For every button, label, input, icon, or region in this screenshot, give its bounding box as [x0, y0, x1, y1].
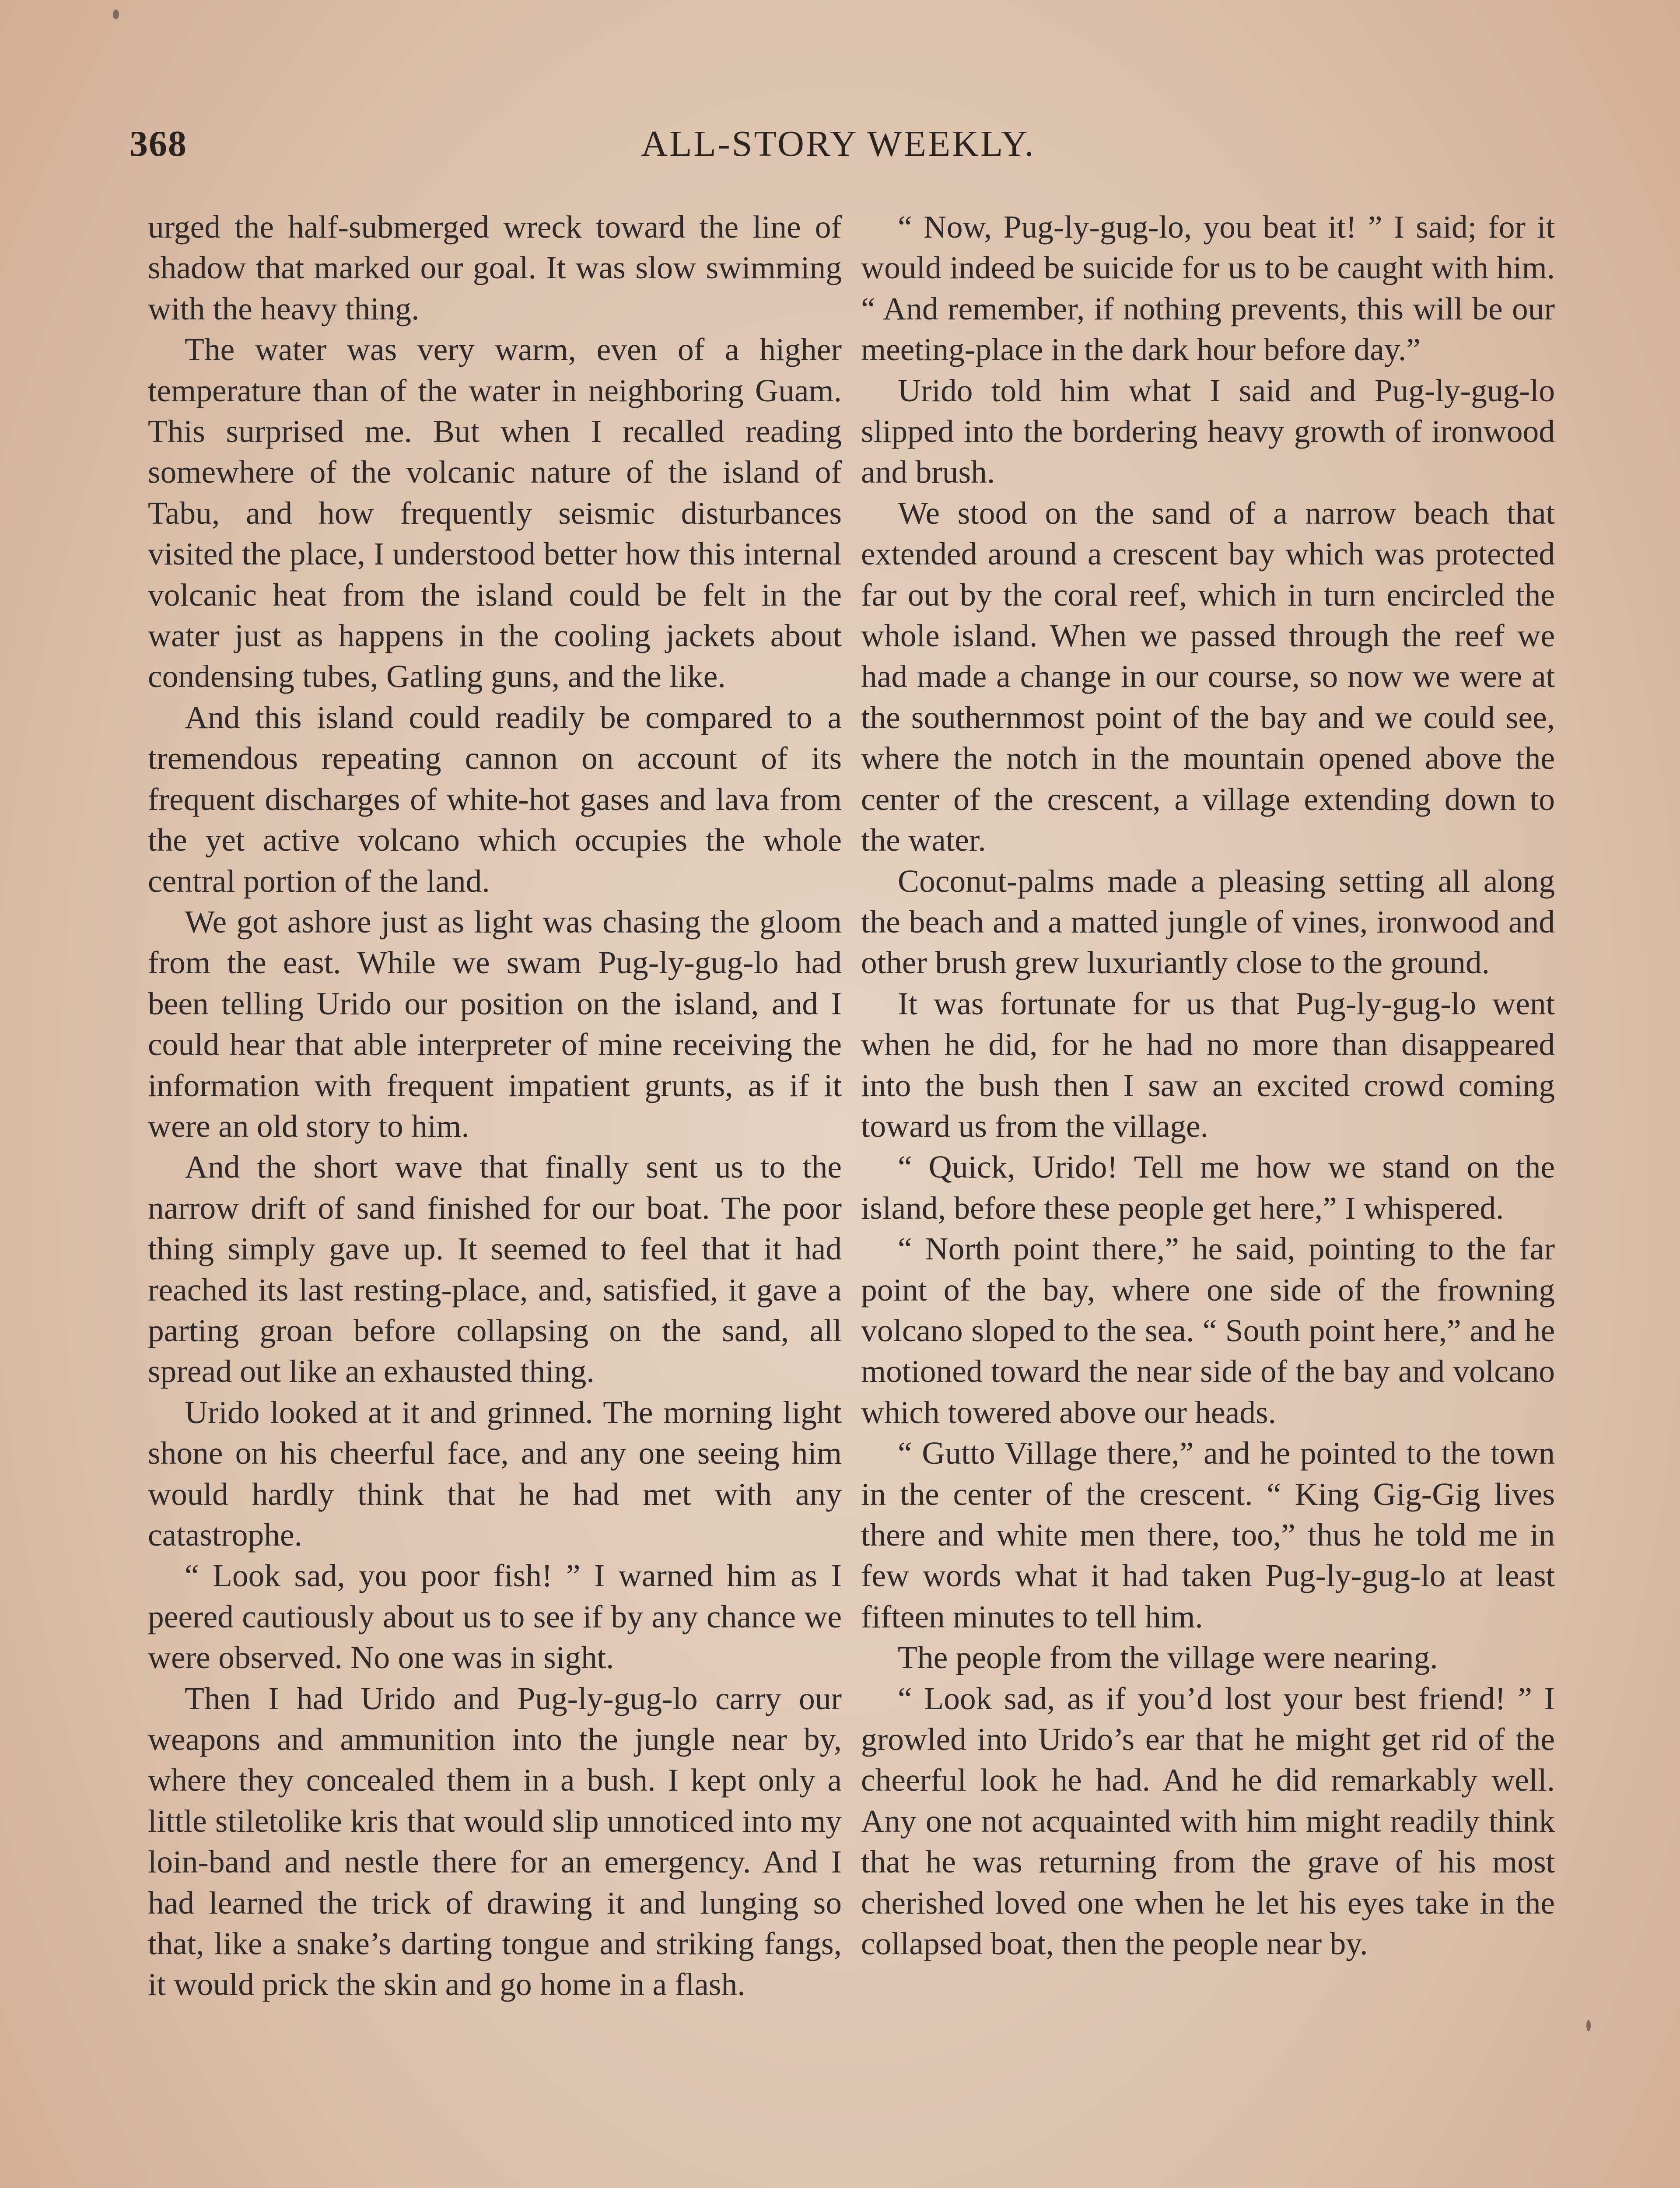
paragraph: “ Now, Pug-ly-gug-lo, you beat it! ” I said; for it would indeed be suicide for us to be caught with him. “ And remember, if nothing prevents, this will be our meeting-place in the dark hour before day.” [861, 209, 1555, 368]
paragraph: “ Gutto Village there,” and he pointed to the town in the center of the crescent. “ King Gig-Gig lives there and white men there, too,” thus he told me in few words what it had taken Pug-ly-gug-lo at least fifteen minutes to tell him. [861, 1435, 1555, 1634]
left-column [148, 207, 842, 2005]
paragraph: “ Quick, Urido! Tell me how we stand on the island, before these people get here,” I whispered. [861, 1149, 1555, 1226]
paragraph: We stood on the sand of a narrow beach that extended around a crescent bay which was protected far out by the coral reef, which in turn encircled the whole island. When we passed through the reef we had made a change in our course, so now we were at the southernmost point of the bay and we could see, where the notch in the mountain opened above the center of the crescent, a village extending down to the water. [861, 495, 1555, 858]
paragraph: The water was very warm, even of a higher temperature than of the water in neighboring Guam. This surprised me. But when I recalled reading somewhere of the volcanic nature of the island of Tabu, and how frequently seismic disturbances visited the place, I understood better how this internal volcanic heat from the island could be felt in the water just as happens in the cooling jackets about condensing tubes, Gatling guns, and the like. [148, 332, 842, 694]
paragraph: Urido told him what I said and Pug-ly-gug-lo slipped into the bordering heavy growth of ironwood and brush. [861, 372, 1555, 490]
paragraph: The people from the village were nearing. [898, 1640, 1438, 1676]
page-header [130, 123, 1547, 184]
right-column [861, 207, 1555, 1964]
running-head: ALL-STORY WEEKLY. [641, 123, 1036, 164]
paragraph: It was fortunate for us that Pug-ly-gug-lo went when he did, for he had no more than disappeared into the bush then I saw an excited crowd coming toward us from the village. [861, 985, 1555, 1144]
paragraph: “ Look sad, you poor fish! ” I warned him as I peered cautiously about us to see if by any chance we were observed. No one was in sight. [148, 1558, 842, 1676]
paper-speck [113, 10, 119, 19]
paragraph: And the short wave that finally sent us to the narrow drift of sand finished for our boat. The poor thing simply gave up. It seemed to feel that it had reached its last resting-place, and, satisfied, it gave a parting groan before collapsing on the sand, all spread out like an exhausted thing. [148, 1149, 842, 1389]
paragraph: “ Look sad, as if you’d lost your best friend! ” I growled into Urido’s ear that he might get rid of the cheerful look he had. And he did remarkably well. Any one not acquainted with him might readily think that he was returning from the grave of his most cherished loved one when he let his eyes take in the collapsed boat, then the people near by. [861, 1680, 1555, 1962]
paper-speck [1586, 2020, 1591, 2031]
paragraph: And this island could readily be compared to a tremendous repeating cannon on account of its frequent discharges of white-hot gases and lava from the yet active volcano which occupies the whole central portion of the land. [148, 699, 842, 899]
paragraph: We got ashore just as light was chasing the gloom from the east. While we swam Pug-ly-gug-lo had been telling Urido our position on the island, and I could hear that able interpreter of mine receiving the information with frequent impatient grunts, as if it were an old story to him. [148, 904, 842, 1144]
paragraph: Coconut-palms made a pleasing setting all along the beach and a matted jungle of vines, ironwood and other brush grew luxuriantly close to the ground. [861, 863, 1555, 981]
page-number: 368 [130, 123, 187, 164]
paragraph: Urido looked at it and grinned. The morning light shone on his cheerful face, and any one seeing him would hardly think that he had met with any catastrophe. [148, 1394, 842, 1553]
paragraph: Then I had Urido and Pug-ly-gug-lo carry our weapons and ammunition into the jungle near by, where they concealed them in a bush. I kept only a little stiletolike kris that would slip unnoticed into my loin-band and nestle there for an emergency. And I had learned the trick of drawing it and lunging so that, like a snake’s darting tongue and striking fangs, it would prick the skin and go home in a flash. [148, 1680, 842, 2002]
paragraph: urged the half-submerged wreck toward the line of shadow that marked our goal. It was slow swimming with the heavy thing. [148, 209, 842, 326]
paragraph: “ North point there,” he said, pointing to the far point of the bay, where one side of the frowning volcano sloped to the sea. “ South point here,” and he motioned toward the near side of the bay and volcano which towered above our heads. [861, 1231, 1555, 1430]
